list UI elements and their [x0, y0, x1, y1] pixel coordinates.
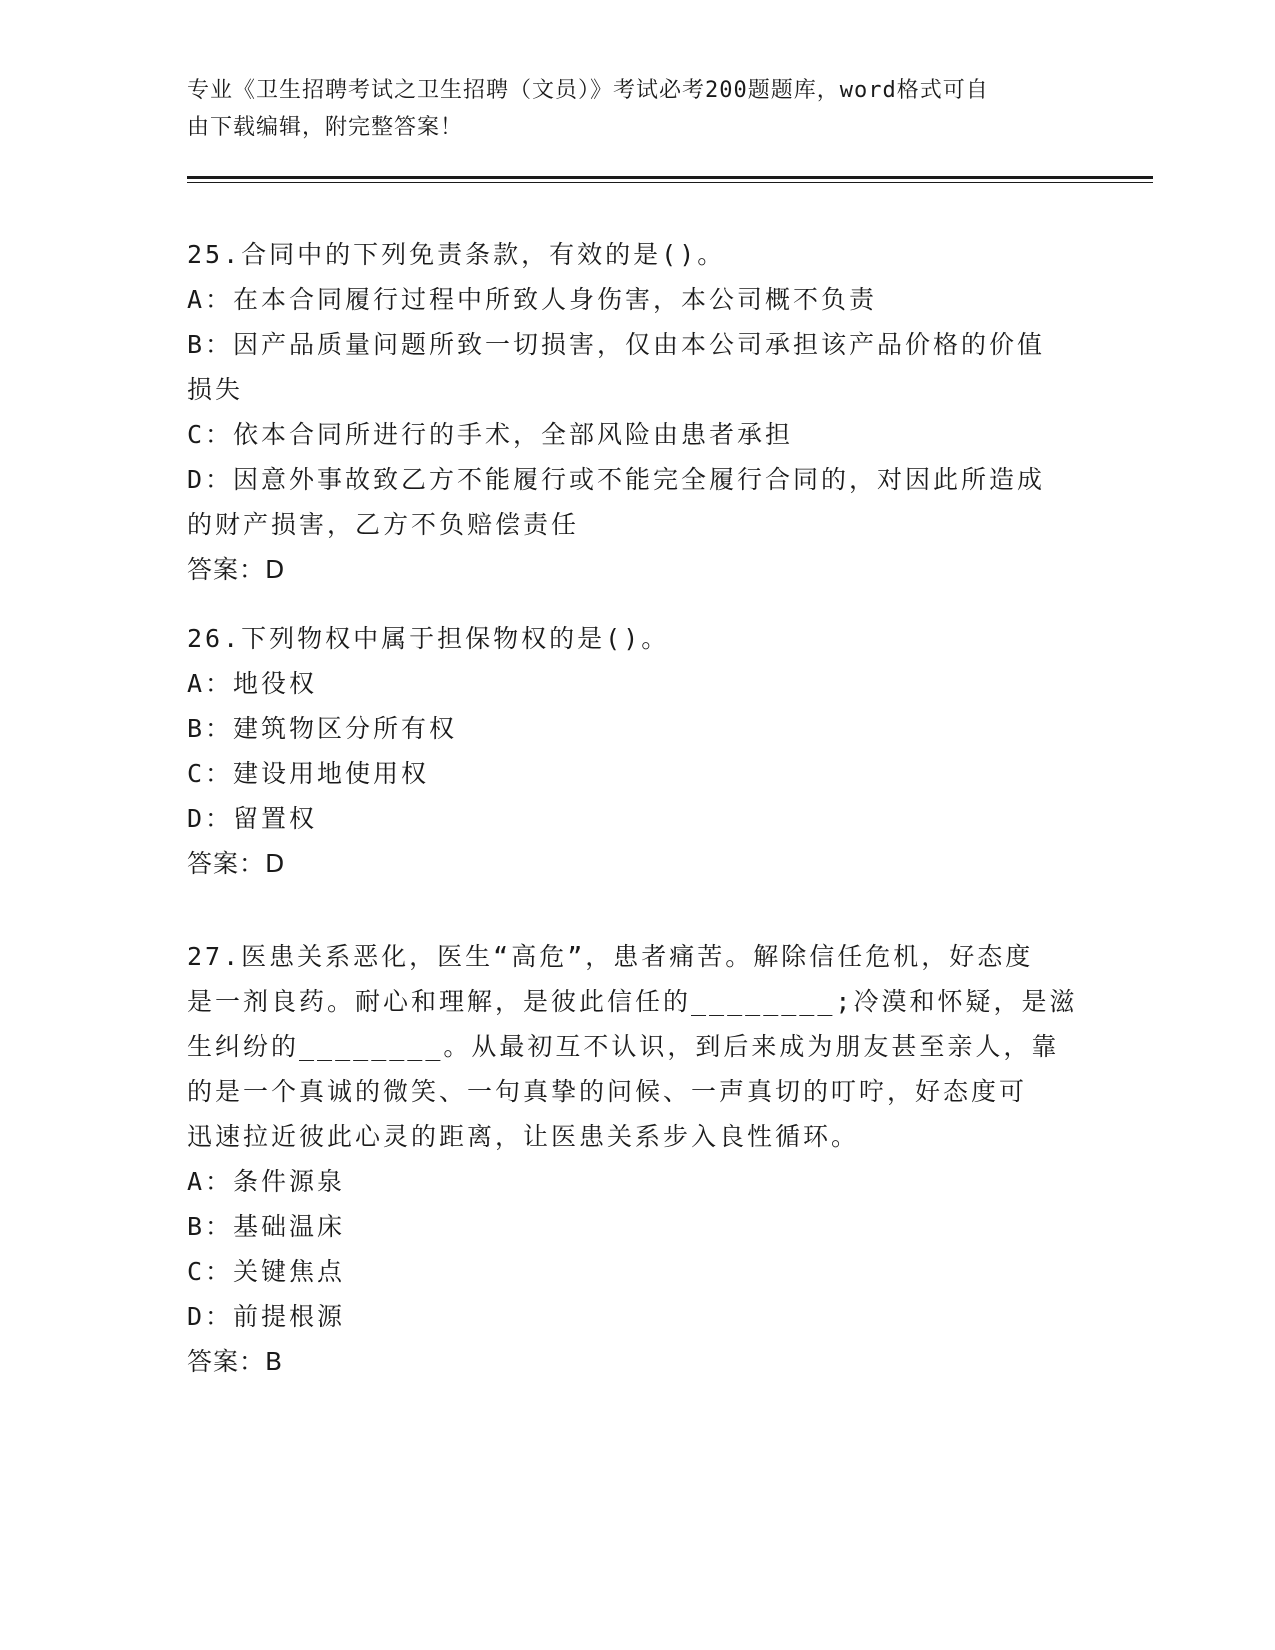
option-a: A：地役权	[187, 669, 318, 698]
option-d: D：因意外事故致乙方不能履行或不能完全履行合同的，对因此所造成	[187, 465, 1046, 494]
option-b-continued: 损失	[187, 375, 244, 404]
header-line-1: 专业《卫生招聘考试之卫生招聘（文员）》考试必考200题题库，word格式可自	[187, 78, 989, 103]
question-27	[187, 934, 1087, 1384]
answer: 答案：D	[187, 555, 286, 584]
option-c: C：建设用地使用权	[187, 759, 430, 788]
answer: 答案：B	[187, 1347, 284, 1376]
header-divider-thick	[187, 176, 1153, 179]
option-c: C：关键焦点	[187, 1257, 346, 1286]
option-d: D：前提根源	[187, 1302, 346, 1331]
header-divider-thin	[187, 182, 1153, 183]
question-stem-line-5: 迅速拉近彼此心灵的距离，让医患关系步入良性循环。	[187, 1122, 860, 1151]
question-stem-line-2: 是一剂良药。耐心和理解，是彼此信任的________;冷漠和怀疑，是滋	[187, 987, 1078, 1016]
option-b: B：基础温床	[187, 1212, 346, 1241]
document-header	[187, 72, 1087, 146]
header-line-2: 由下载编辑，附完整答案！	[187, 115, 464, 140]
option-b: B：建筑物区分所有权	[187, 714, 458, 743]
option-c: C：依本合同所进行的手术，全部风险由患者承担	[187, 420, 794, 449]
question-25	[187, 232, 1087, 592]
question-stem: 25.合同中的下列免责条款，有效的是()。	[187, 240, 726, 269]
option-a: A：在本合同履行过程中所致人身伤害，本公司概不负责	[187, 285, 878, 314]
answer: 答案：D	[187, 849, 286, 878]
option-b: B：因产品质量问题所致一切损害，仅由本公司承担该产品价格的价值	[187, 330, 1046, 359]
question-stem-line-1: 27.医患关系恶化，医生“高危”，患者痛苦。解除信任危机，好态度	[187, 942, 1034, 971]
option-a: A：条件源泉	[187, 1167, 346, 1196]
option-d-continued: 的财产损害，乙方不负赔偿责任	[187, 510, 580, 539]
question-stem-line-3: 生纠纷的________。从最初互不认识，到后来成为朋友甚至亲人，靠	[187, 1032, 1060, 1061]
question-26	[187, 616, 1087, 886]
option-d: D：留置权	[187, 804, 318, 833]
question-stem: 26.下列物权中属于担保物权的是()。	[187, 624, 670, 653]
question-stem-line-4: 的是一个真诚的微笑、一句真挚的问候、一声真切的叮咛，好态度可	[187, 1077, 1028, 1106]
